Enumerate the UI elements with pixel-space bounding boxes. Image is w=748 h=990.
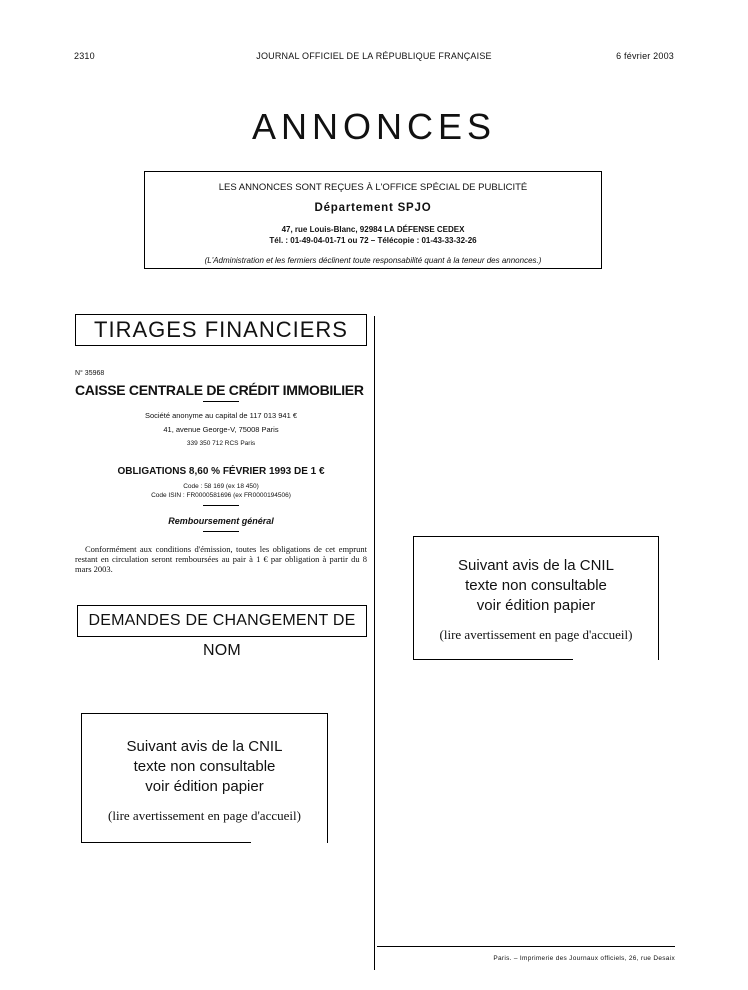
cnil-notice-box [413,536,659,660]
publication-date: 6 février 2003 [616,51,674,61]
bond-title: OBLIGATIONS 8,60 % FÉVRIER 1993 DE 1 € [117,466,325,477]
cnil-note: (lire avertissement en page d'accueil) [108,808,301,823]
separator-rule [203,531,239,532]
journal-title: JOURNAL OFFICIEL DE LA RÉPUBLIQUE FRANÇAISE [256,51,492,61]
notice-address: 47, rue Louis-Blanc, 92984 LA DÉFENSE CEDEX [281,225,465,234]
demandes-heading: DEMANDES DE CHANGEMENT DE NOM [77,605,367,637]
printer-footer: Paris. – Imprimerie des Journaux officiels, 26, rue Desaix [493,955,675,962]
page-number: 2310 [74,51,95,61]
organization-name: CAISSE CENTRALE DE CRÉDIT IMMOBILIER [75,382,364,398]
cnil-line-1: Suivant avis de la CNIL [458,557,614,574]
tirages-heading: TIRAGES FINANCIERS [75,314,367,346]
separator-rule [203,401,239,402]
company-address: 41, avenue George-V, 75008 Paris [163,425,279,434]
company-rcs: 339 350 712 RCS Paris [186,440,256,447]
notice-disclaimer: (L'Administration et les fermiers déclinent toute responsabilité quant à la teneur des annonces.) [204,256,542,265]
cnil-line-2: texte non consultable [465,577,607,594]
cnil-line-1: Suivant avis de la CNIL [126,738,283,755]
footer-rule [377,946,675,947]
company-capital: Société anonyme au capital de 117 013 941 € [144,411,298,420]
repayment-heading: Remboursement général [168,516,274,526]
cnil-line-3: voir édition papier [145,778,264,795]
cnil-line-2: texte non consultable [133,758,276,775]
publicity-notice-box [144,171,602,269]
notice-intro: LES ANNONCES SONT REÇUES À L'OFFICE SPÉCIAL DE PUBLICITÉ [218,182,528,193]
bond-isin: Code ISIN : FR0000581696 (ex FR0000194506) [151,492,291,499]
bond-code: Code : 58 169 (ex 18 450) [183,483,259,490]
cnil-note: (lire avertissement en page d'accueil) [439,627,633,642]
notice-phone: Tél. : 01-49-04-01-71 ou 72 – Télécopie : 01-43-33-32-26 [269,236,477,245]
separator-rule [203,505,239,506]
column-divider [374,316,375,970]
repayment-body: Conformément aux conditions d'émission, toutes les obligations de cet emprunt restant en circulation seront remboursées au pair à 1 € par obligation à partir du 8 mars 2003. [75,544,367,574]
notice-number: N° 35968 [75,370,105,377]
notice-department: Département SPJO [314,202,432,214]
cnil-line-3: voir édition papier [476,597,596,614]
section-title: ANNONCES [251,106,497,147]
cnil-notice-box [81,713,328,843]
